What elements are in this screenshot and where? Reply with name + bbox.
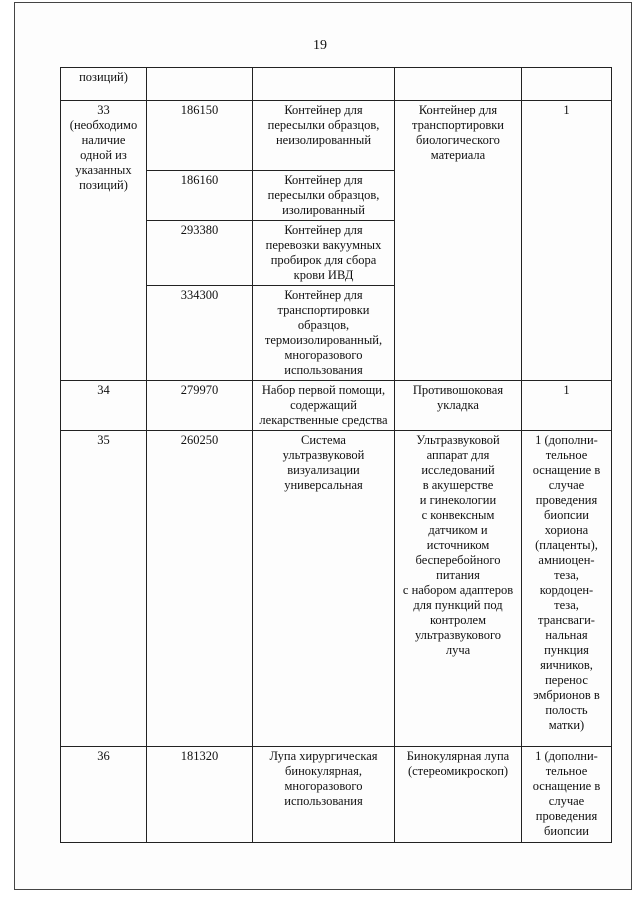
name-cell: Контейнер для пересылки образцов, изолированный bbox=[253, 171, 395, 221]
page-number: 19 bbox=[313, 38, 327, 53]
name-cell: Контейнер для перевозки вакуумных пробирок для сбора крови ИВД bbox=[253, 221, 395, 286]
table-row bbox=[61, 381, 612, 431]
quantity-cell: 1 bbox=[522, 381, 612, 431]
row-number-cell: 35 bbox=[61, 431, 147, 747]
row-number-cell: позиций) bbox=[61, 68, 147, 101]
quantity-cell: 1 bbox=[522, 101, 612, 381]
name-cell: Контейнер для пересылки образцов, неизолированный bbox=[253, 101, 395, 171]
code-cell: 186160 bbox=[147, 171, 253, 221]
equipment-table bbox=[60, 67, 612, 843]
name-cell: Набор первой помощи, содержащий лекарственные средства bbox=[253, 381, 395, 431]
code-cell: 334300 bbox=[147, 286, 253, 381]
row-number-cell: 33 (необходимо наличие одной из указанных позиций) bbox=[61, 101, 147, 381]
code-cell: 293380 bbox=[147, 221, 253, 286]
name-cell bbox=[253, 68, 395, 101]
table-row bbox=[61, 431, 612, 747]
code-cell: 186150 bbox=[147, 101, 253, 171]
quantity-cell: 1 (дополни- тельное оснащение в случае проведения биопсии хориона (плаценты), амниоцен- теза, кордоцен- теза, трансваги- нальная пункция яичников, перенос эмбрионов в полость матки) bbox=[522, 431, 612, 747]
name-cell: Лупа хирургическая бинокулярная, многоразового использования bbox=[253, 747, 395, 843]
code-cell: 181320 bbox=[147, 747, 253, 843]
name-cell: Система ультразвуковой визуализации универсальная bbox=[253, 431, 395, 747]
row-number-cell: 36 bbox=[61, 747, 147, 843]
code-cell: 260250 bbox=[147, 431, 253, 747]
code-cell: 279970 bbox=[147, 381, 253, 431]
name-cell: Контейнер для транспортировки образцов, термоизолированный, многоразового использования bbox=[253, 286, 395, 381]
function-cell bbox=[395, 68, 522, 101]
function-cell: Противошоковая укладка bbox=[395, 381, 522, 431]
function-cell: Ультразвуковой аппарат для исследований в акушерстве и гинекологии с конвексным датчиком и источником бесперебойного питания с набором адаптеров для пункций под контролем ультразвукового луча bbox=[395, 431, 522, 747]
function-cell: Бинокулярная лупа (стереомикроскоп) bbox=[395, 747, 522, 843]
table-row bbox=[61, 68, 612, 101]
row-number-cell: 34 bbox=[61, 381, 147, 431]
function-cell: Контейнер для транспортировки биологического материала bbox=[395, 101, 522, 381]
table-row bbox=[61, 101, 612, 171]
code-cell bbox=[147, 68, 253, 101]
quantity-cell bbox=[522, 68, 612, 101]
quantity-cell: 1 (дополни- тельное оснащение в случае проведения биопсии bbox=[522, 747, 612, 843]
table-row bbox=[61, 747, 612, 843]
